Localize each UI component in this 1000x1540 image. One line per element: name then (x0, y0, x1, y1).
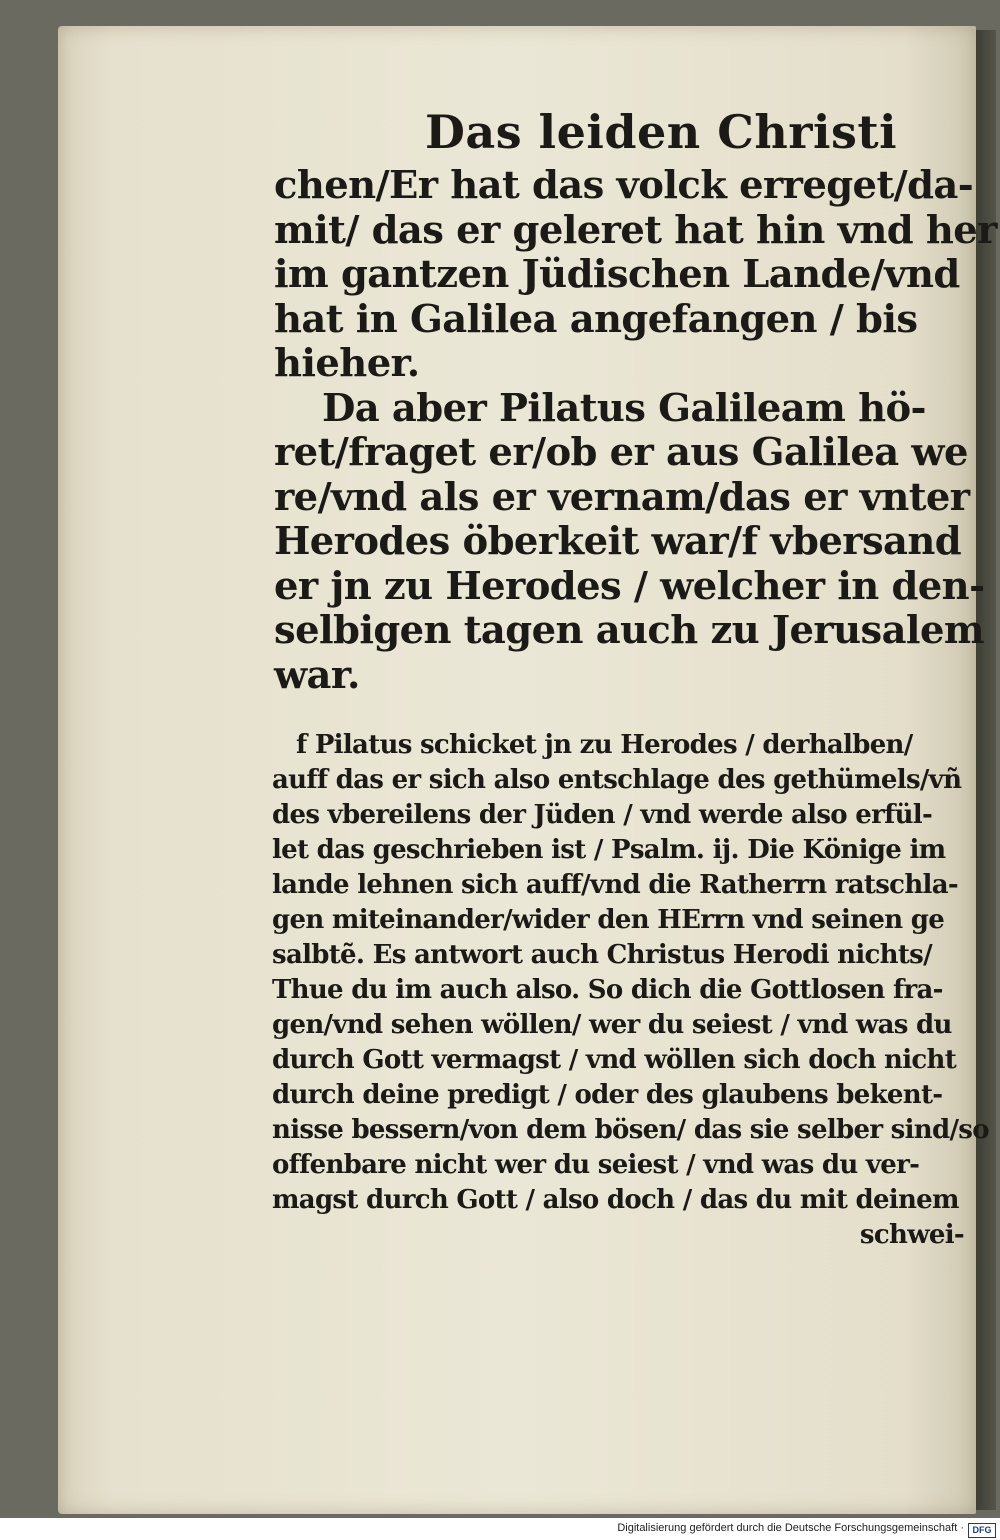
gloss-line: offenbare nicht wer du seiest / vnd was du ver- (272, 1150, 920, 1180)
main-line: Da aber Pilatus Galileam hö- (322, 385, 926, 431)
gloss-line: magst durch Gott / also doch / das du mit deinem (272, 1185, 959, 1215)
main-line: re/vnd als er vernam/das er vnter (274, 474, 970, 520)
dfg-logo-icon: DFG (968, 1523, 996, 1538)
gloss-line: auff das er sich also entschlage des gethümels/vñ (272, 765, 962, 795)
gloss-line: lande lehnen sich auff/vnd die Ratherrn ratschla- (272, 870, 958, 900)
gloss-line: nisse bessern/von dem bösen/ das sie selber sind/so (272, 1115, 989, 1145)
main-line: chen/Er hat das volck erreget/da- (274, 163, 974, 208)
gloss-line: Thue du im auch also. So dich die Gottlosen fra- (272, 975, 943, 1005)
gloss-line: durch deine predigt / oder des glaubens bekent- (272, 1080, 943, 1110)
main-line: hat in Galilea angefangen / bis (274, 296, 918, 342)
main-line: im gantzen Jüdischen Lande/vnd (274, 252, 960, 297)
gloss-line: let das geschrieben ist / Psalm. ij. Die Könige im (272, 835, 946, 865)
running-head: Das leiden Christi (425, 105, 898, 159)
gloss-line: gen/vnd sehen wöllen/ wer du seiest / vnd was du (272, 1010, 952, 1040)
main-line: selbigen tagen auch zu Jerusalem (274, 608, 984, 653)
gloss-text (272, 728, 989, 1253)
main-line: ret/fraget er/ob er aus Galilea we (274, 430, 968, 475)
catchword: schwei- (859, 1220, 964, 1250)
main-text (274, 163, 997, 698)
main-line: war. (274, 652, 360, 698)
main-line: er jn zu Herodes / welcher in den- (274, 563, 985, 609)
gloss-line: des vbereilens der Jüden / vnd werde also erfül- (272, 800, 933, 830)
gloss-line: durch Gott vermagst / vnd wöllen sich doch nicht (272, 1045, 957, 1075)
footer-bar (0, 1520, 1000, 1540)
gloss-line: f Pilatus schicket jn zu Herodes / derhalben/ (296, 730, 913, 760)
gloss-line: salbtẽ. Es antwort auch Christus Herodi nichts/ (272, 940, 932, 970)
main-line: hieher. (274, 341, 420, 386)
main-line: Herodes öberkeit war/f vbersand (274, 519, 962, 564)
main-line: mit/ das er geleret hat hin vnd her (274, 207, 997, 253)
gloss-line: gen miteinander/wider den HErrn vnd seinen ge (272, 905, 945, 935)
footer-credit: Digitalisierung gefördert durch die Deutsche Forschungsgemeinschaft · (617, 1522, 964, 1534)
